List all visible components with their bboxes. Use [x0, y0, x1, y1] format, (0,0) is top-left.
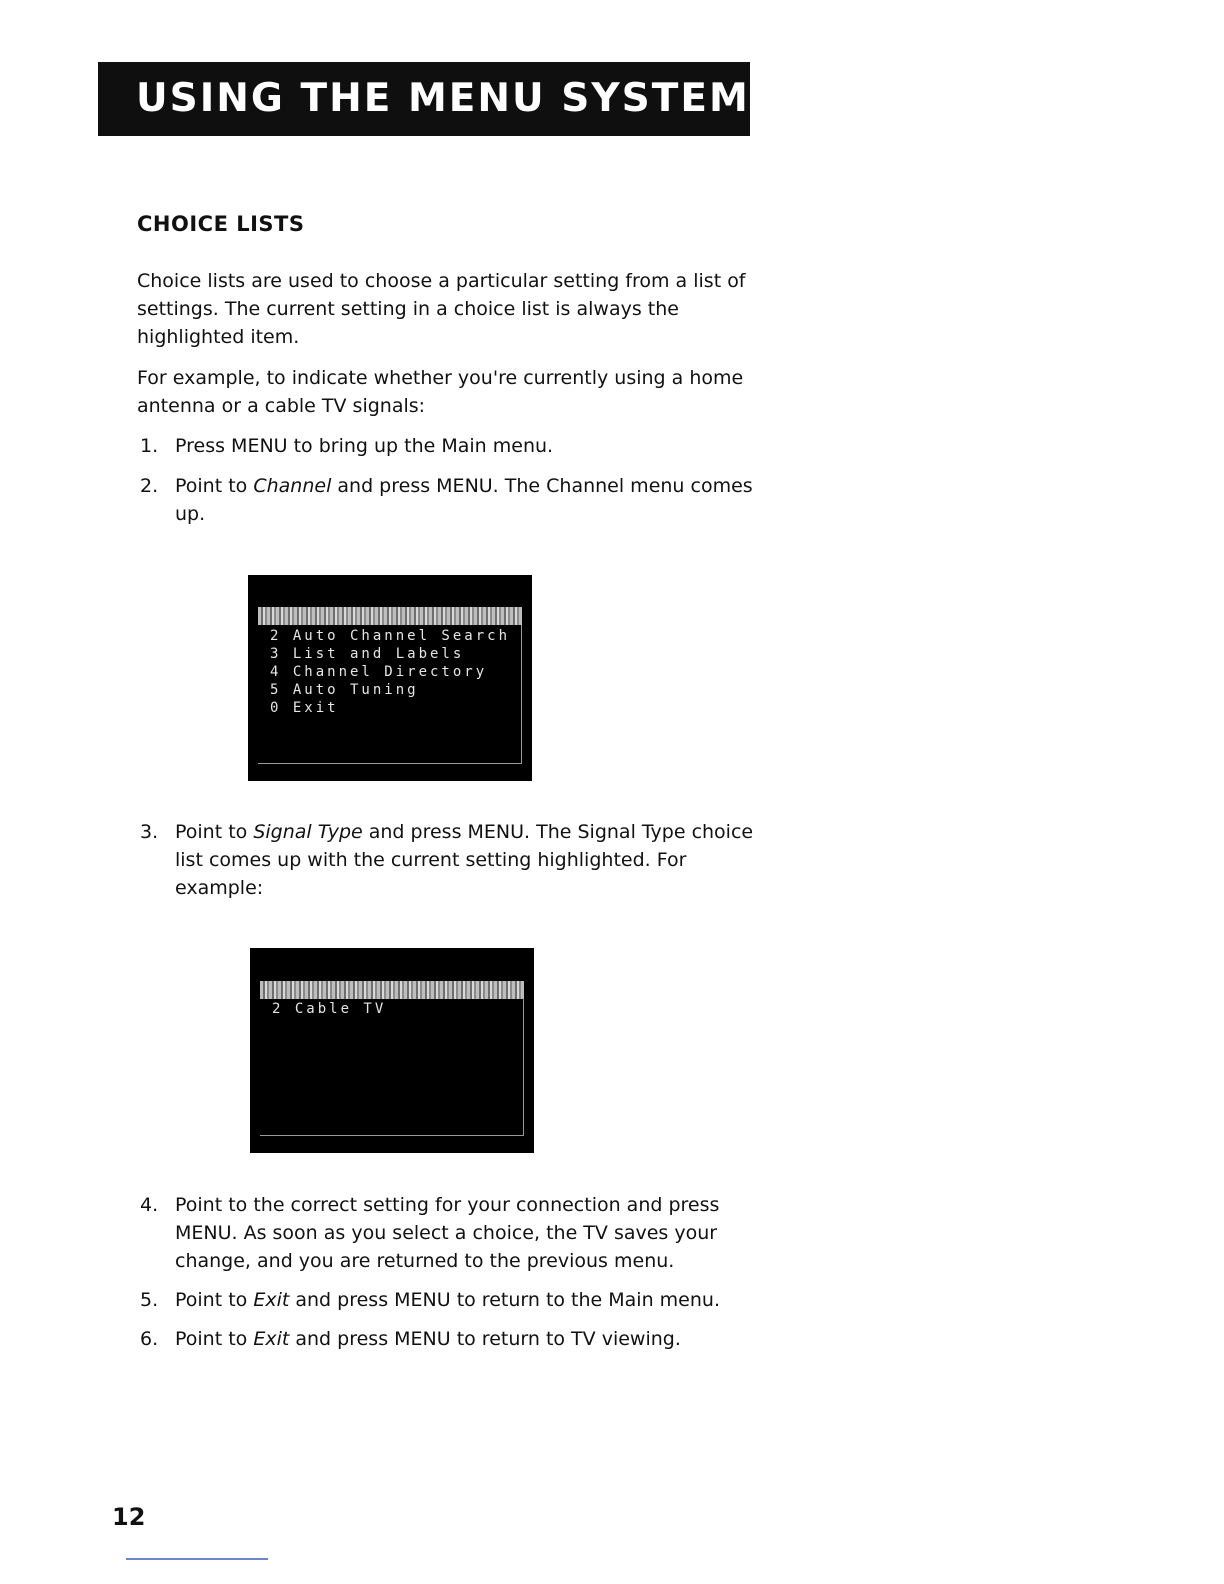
- step-number: 6.: [140, 1328, 159, 1350]
- header-bar: [98, 62, 750, 136]
- step-text: Press MENU to bring up the Main menu.: [175, 435, 554, 457]
- step-text: Point to Exit and press MENU to return to TV viewing.: [175, 1328, 681, 1350]
- page-title: USING THE MENU SYSTEM: [136, 76, 750, 121]
- page-number: 12: [112, 1503, 146, 1531]
- menu-item: 2 Cable TV: [272, 1001, 387, 1017]
- step-number: 4.: [140, 1194, 159, 1216]
- step-number: 5.: [140, 1289, 159, 1311]
- menu-border-bottom: [258, 763, 522, 764]
- step-number: 3.: [140, 821, 159, 843]
- step-text: Point to Channel and press MENU. The Channel menu comes up.: [175, 475, 753, 525]
- footer-rule: [126, 1558, 268, 1560]
- signal-type-menu-screen: [250, 948, 534, 1153]
- channel-menu-screen: [248, 575, 532, 781]
- menu-item: 4 Channel Directory: [270, 664, 488, 680]
- menu-border-right: [523, 998, 524, 1135]
- menu-item: 2 Auto Channel Search: [270, 628, 511, 644]
- step-number: 2.: [140, 475, 159, 497]
- intro-paragraph-1: Choice lists are used to choose a particular setting from a list of settings. The current setting in a choice list is always the highlighted item.: [137, 270, 746, 348]
- intro-paragraph-2: For example, to indicate whether you're currently using a home antenna or a cable TV signals:: [137, 367, 744, 417]
- highlighted-menu-item: [258, 607, 522, 625]
- menu-border-right: [521, 625, 522, 763]
- step-text: Point to Signal Type and press MENU. The Signal Type choice list comes up with the current setting highlighted. For example:: [175, 821, 754, 899]
- step-number: 1.: [140, 435, 159, 457]
- menu-item: 5 Auto Tuning: [270, 682, 419, 698]
- highlighted-menu-item: [260, 981, 524, 999]
- step-text: Point to Exit and press MENU to return to the Main menu.: [175, 1289, 720, 1311]
- menu-border-bottom: [260, 1135, 524, 1136]
- menu-item: 3 List and Labels: [270, 646, 465, 662]
- step-text: Point to the correct setting for your connection and press MENU. As soon as you select a choice, the TV saves your change, and you are returned to the previous menu.: [175, 1194, 720, 1272]
- section-heading: CHOICE LISTS: [137, 212, 305, 236]
- menu-item: 0 Exit: [270, 700, 339, 716]
